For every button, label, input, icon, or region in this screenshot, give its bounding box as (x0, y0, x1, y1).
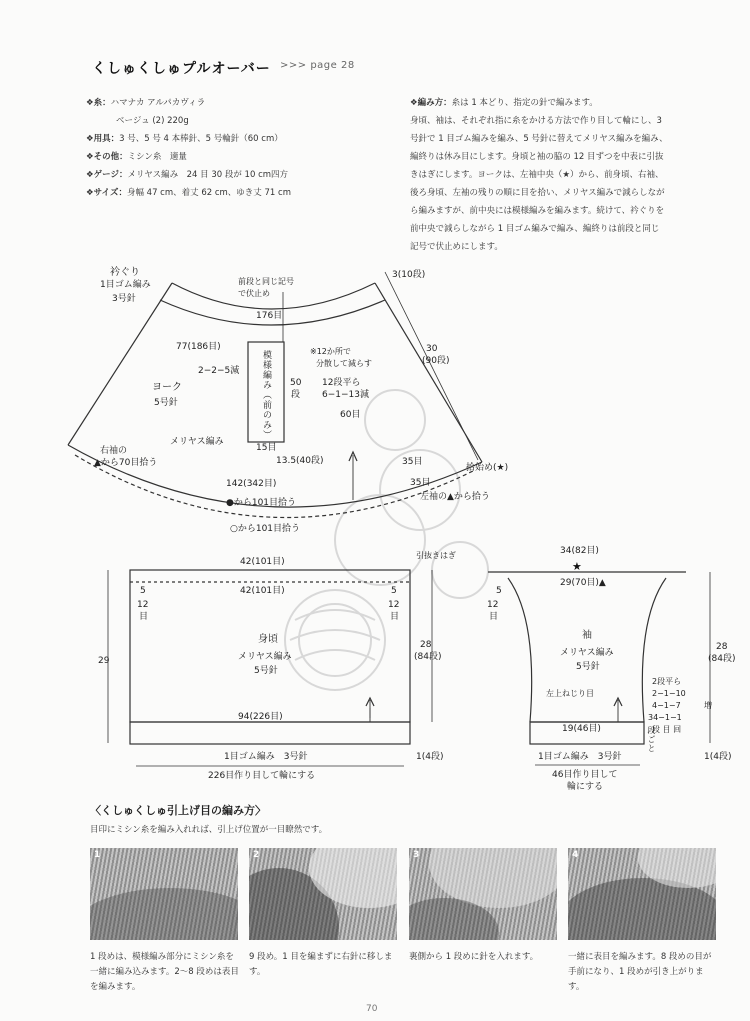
body-top-width: 42(101目) (240, 557, 285, 567)
page-number: 70 (366, 1004, 378, 1014)
body-rib-rows: 1(4段) (416, 752, 444, 762)
step-photo-2: 2 (249, 848, 397, 940)
yoke-bottom-width-label: 142(342目) (226, 479, 277, 489)
pattern-schematic (0, 255, 750, 795)
sleeve-left-edge (508, 578, 532, 722)
body-cast-on: 226目作り目して輪にする (208, 771, 316, 781)
sleeve-left-twelve: 12 (487, 600, 499, 610)
knitting-method: ❖編み方：糸は 1 本どり、指定の針で編みます。 身頃、袖は、それぞれ指に糸をかける方法で作り目して輪にし、3 号針で 1 目ゴム編みを編み、5 号針に替えてメリヤス編みを編み、 編終りは休み目にします。身頃と袖の脇の 12 目ずつを中表に引抜 きはぎにします。ヨークは、左袖中央（★）から、前身頃、右袖、 後ろ身頃、左袖の残りの順に目を拾い、メリヤス編みで減らしなが ら編みますが、前中央には模様編みを編みます。続けて、衿ぐりを 前中央で減らしながら 1 目ゴム編みで編み、編終りは前段と同じ 記号で伏止めにします。 (410, 98, 668, 252)
sleeve-increase-3: 34−1−1 (648, 713, 682, 722)
sleeve-each-side: 段ごと (647, 726, 656, 753)
sleeve-stitch: メリヤス編み (560, 648, 614, 658)
step-caption-1: 1 段めは、模様編み部分にミシン糸を一緒に編み込みます。2〜8 段めは表目を編みます。 (90, 952, 239, 992)
bindoff-label: 前段と同じ記号 (238, 277, 294, 286)
materials-item: ❖その他：ミシン糸 適量 (86, 152, 187, 162)
yoke-name: ヨーク (152, 382, 182, 393)
technique-description: 目印にミシン糸を編み入れれば、引上げ位置が一目瞭然です。 (90, 825, 328, 835)
back-pickup-label: ○から101目拾う (230, 524, 301, 534)
collar-rib-label: 1目ゴム編み (100, 280, 151, 290)
right-sleeve-label: 右袖の (100, 446, 128, 456)
sleeve-needle: 5号針 (576, 662, 600, 672)
yoke-stitch-label: メリヤス編み (170, 437, 224, 447)
sleeve-increase-note: 増 (704, 701, 712, 710)
step-photo-1: 1 (90, 848, 238, 940)
pattern-rows-label: 50 (290, 378, 302, 388)
bindoff-label-2: で伏止め (238, 289, 270, 298)
body-left-five: 5 (140, 586, 146, 596)
yoke-needle: 5号針 (154, 398, 178, 408)
sleeve-twist-label: 左上ねじり目 (546, 689, 594, 698)
sleeve-top-width: 34(82目) (560, 546, 599, 556)
sleeve-increase-unit: 段 目 回 (652, 725, 682, 734)
materials-item: ❖用具：3 号、5 号 4 本棒針、5 号輪針（60 cm） (86, 134, 283, 144)
pattern-panel-label: 模様編み（前のみ） (261, 350, 271, 440)
sleeve-bottom-width: 19(46目) (562, 724, 601, 734)
star-marker-icon: ★ (572, 560, 582, 573)
sleeve-increase-1: 2−1−10 (652, 689, 686, 698)
body-bottom-width: 94(226目) (238, 712, 283, 722)
materials-item: ❖ゲージ：メリヤス編み 24 目 30 段が 10 cm四方 (86, 170, 289, 180)
decrease-note-2: 分散して減らす (316, 359, 372, 368)
body-right-five: 5 (391, 586, 397, 596)
start-point-label: 拾始め(★) (466, 463, 509, 473)
materials-item: ❖サイズ：身幅 47 cm、着丈 62 cm、ゆき丈 71 cm (86, 188, 291, 198)
yoke-side-label: 77(186目) (176, 342, 221, 352)
thirtyfive-label: 35目 (402, 457, 423, 467)
sleeve-increase-0: 2段平ら (652, 677, 682, 686)
left-sleeve-pickup-label: 左袖の▲から拾う (420, 492, 490, 502)
body-height: 29 (98, 656, 110, 666)
technique-title: 〈くしゅくしゅ引上げ目の編み方〉 (90, 804, 266, 817)
sleeve-left-five: 5 (496, 586, 502, 596)
pattern-rows-unit: 段 (291, 390, 301, 400)
step-caption-4: 一緒に表目を編みます。8 段めの目が手前になり、1 段めが引き上がります。 (568, 952, 712, 992)
body-right-twelve: 12 (388, 600, 400, 610)
body-needle: 5号針 (254, 666, 278, 676)
yoke-left-edge (68, 283, 172, 445)
sleeve-height: 28 (716, 642, 728, 652)
collar-width-label: 176目 (256, 311, 283, 321)
pattern-title: くしゅくしゅプルオーバー (92, 61, 271, 77)
sleeve-left-moku: 目 (489, 612, 499, 622)
decrease-note: ※12か所で (310, 347, 351, 356)
yoke-decrease-label: 2−2−5減 (198, 366, 240, 376)
body-top-width-2: 42(101目) (240, 586, 285, 596)
yoke-row-count-label: 13.5(40段) (276, 456, 324, 466)
sleeve-increase-2: 4−1−7 (652, 701, 681, 710)
thirtyfive-label-2: 35目 (410, 478, 431, 488)
yarn-watermark (285, 390, 488, 690)
body-right-height-rows: (84段) (414, 652, 442, 662)
step-photo-3: 3 (409, 848, 557, 940)
body-name: 身頃 (258, 634, 278, 645)
decrease-rows-label: 12段平ら (322, 378, 361, 388)
front-pickup-label: ●から101目拾う (226, 498, 297, 508)
join-label: 引抜きはぎ (416, 551, 456, 560)
sleeve-height-rows: (84段) (708, 654, 736, 664)
body-right-height: 28 (420, 640, 432, 650)
decrease-rows-label-2: 6−1−13減 (322, 390, 369, 400)
body-right-moku: 目 (390, 612, 400, 622)
collar-title: 衿ぐり (110, 267, 140, 278)
yoke-depth-label: 30 (426, 344, 438, 354)
collar-needle-label: 3号針 (112, 294, 136, 304)
sleeve-cast-on-2: 輪にする (567, 782, 604, 792)
body-left-moku: 目 (139, 612, 149, 622)
materials-list (86, 94, 291, 202)
sleeve-inner-width: 29(70目)▲ (560, 578, 606, 588)
body-rib-label: 1目ゴム編み 3号針 (224, 752, 308, 762)
body-stitch: メリヤス編み (238, 652, 292, 662)
sleeve-rib-rows: 1(4段) (704, 752, 732, 762)
yoke-depth-rows-label: (90段) (422, 356, 450, 366)
collar-depth-label: 3(10段) (392, 270, 426, 280)
fifteen-stitches-label: 15目 (256, 443, 277, 453)
body-left-twelve: 12 (137, 600, 149, 610)
step-caption-2: 9 段め。1 目を編まずに右針に移します。 (249, 952, 393, 977)
sixty-stitches-label: 60目 (340, 410, 361, 420)
page-reference: >>> page 28 (280, 60, 355, 71)
body-rib-panel (130, 722, 410, 744)
sleeve-cast-on: 46目作り目して (552, 770, 618, 780)
step-caption-3: 裏側から 1 段めに針を入れます。 (409, 952, 539, 962)
materials-item: ベージュ (2) 220g (116, 116, 189, 126)
sleeve-rib-label: 1目ゴム編み 3号針 (538, 752, 622, 762)
right-sleeve-pickup-label: ▲から70目拾う (94, 458, 158, 468)
materials-item: ❖糸：ハマナカ アルパカヴィラ (86, 98, 206, 108)
step-photo-4: 4 (568, 848, 716, 940)
sleeve-name: 袖 (582, 630, 592, 641)
